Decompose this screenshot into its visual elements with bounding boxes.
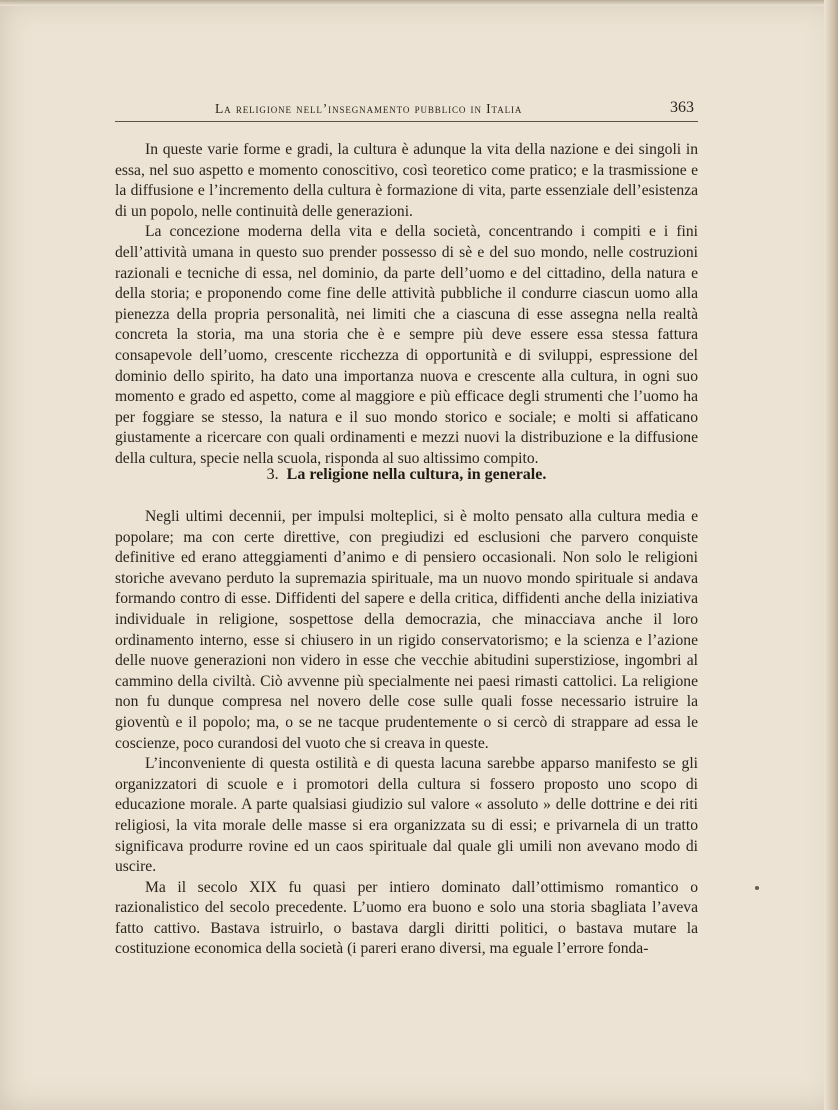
section-number: 3.	[266, 466, 279, 483]
page-right-edge	[824, 0, 838, 1110]
section-heading	[115, 466, 698, 484]
page-top-edge	[0, 0, 838, 6]
page-number: 363	[670, 99, 694, 116]
intro-text	[115, 140, 698, 470]
paragraph: In queste varie forme e gradi, la cultura è adunque la vita della nazione e dei singoli in essa, nel suo aspetto e momento conoscitivo, così teoretico come pratico; e la trasmissione e la diffusione e l’incremento della cultura è formazione di vita, parte essenziale dell’esistenza di un popolo, nelle continuità delle generazioni.	[115, 141, 698, 220]
paper-speck	[755, 886, 759, 890]
running-title: La religione nell’insegnamento pubblico in Italia	[215, 101, 523, 116]
paragraph: L’inconveniente di questa ostilità e di questa lacuna sarebbe apparso manifesto se gli organizzatori di scuole e i promotori della cultura si fossero proposto uno scopo di educazione morale. A parte qualsiasi giudizio sul valore « assoluto » delle dottrine e dei riti religiosi, la vita morale delle masse si era organizzata su di essi; e privarnela di un tratto significava produrre rovine ed un caos spirituale dal quale gli umili non avevano modo di uscire.	[115, 755, 698, 876]
paragraph: Ma il secolo XIX fu quasi per intiero dominato dall’ottimismo romantico o razionalistico del secolo precedente. L’uomo era buono e solo una storia sbagliata l’aveva fatto cattivo. Bastava istruirlo, o bastava dargli diritti politici, o bastava mutare la costituzione economica della società (i pareri erano diversi, ma eguale l’errore fonda-	[115, 878, 698, 958]
paragraph: Negli ultimi decennii, per impulsi molteplici, si è molto pensato alla cultura media e popolare; ma con certe direttive, con pregiudizi ed esclusioni che parvero conquiste definitive ed erano atteggiamenti d’animo e di pensiero occasionali. Non solo le religioni storiche avevano perduto la supremazia spirituale, ma un nuovo mondo spirituale si andava formando contro di esse. Diffidenti del sapere e della critica, diffidenti anche della iniziativa individuale in religione, sospettose della democrazia, che minacciava anche il loro ordinamento interno, esse si chiusero in un rigido conservatorismo; e la scienza e l’azione delle nuove generazioni non videro in esse che vecchie abitudini superstiziose, ingombri al cammino della civiltà. Ciò avvenne più specialmente nei paesi rimasti cattolici. La religione non fu dunque compresa nel novero delle cose sulle quali fosse necessario istruire la gioventù e il popolo; ma, o se ne tacque prudentemente o si cercò di strappare ad essa le coscienze, poco curandosi del vuoto che si creava in queste.	[115, 508, 698, 752]
running-header	[115, 99, 698, 122]
section-text	[115, 507, 698, 960]
paragraph: La concezione moderna della vita e della società, concentrando i compiti e i fini dell’attività umana in questo suo prender possesso di sè e del suo mondo, nelle costruzioni razionali e tecniche di essa, nel dominio, da parte dell’uomo e del cittadino, della natura e della storia; e proponendo come fine delle attività pubbliche il condurre ciascun uomo alla pienezza della propria personalità, nei limiti che a ciascuna di esse assegna nella realtà concreta la storia, ma una storia che è e sempre più deve essere essa stessa fattura consapevole dell’uomo, crescente ricchezza di opportunità e di sviluppi, espressione del dominio dello spirito, ha dato una importanza nuova e crescente alla cultura, in ogni suo momento e grado ed aspetto, come al maggiore e più efficace degli strumenti che l’uomo ha per foggiare se stesso, la natura e il suo mondo storico e sociale; e molti si affaticano giustamente a ricercare con quali ordinamenti e mezzi nuovi la distribuzione e la diffusione della cultura, specie nella scuola, risponda al suo altissimo compito.	[115, 223, 698, 467]
section-title: La religione nella cultura, in generale.	[286, 466, 547, 483]
